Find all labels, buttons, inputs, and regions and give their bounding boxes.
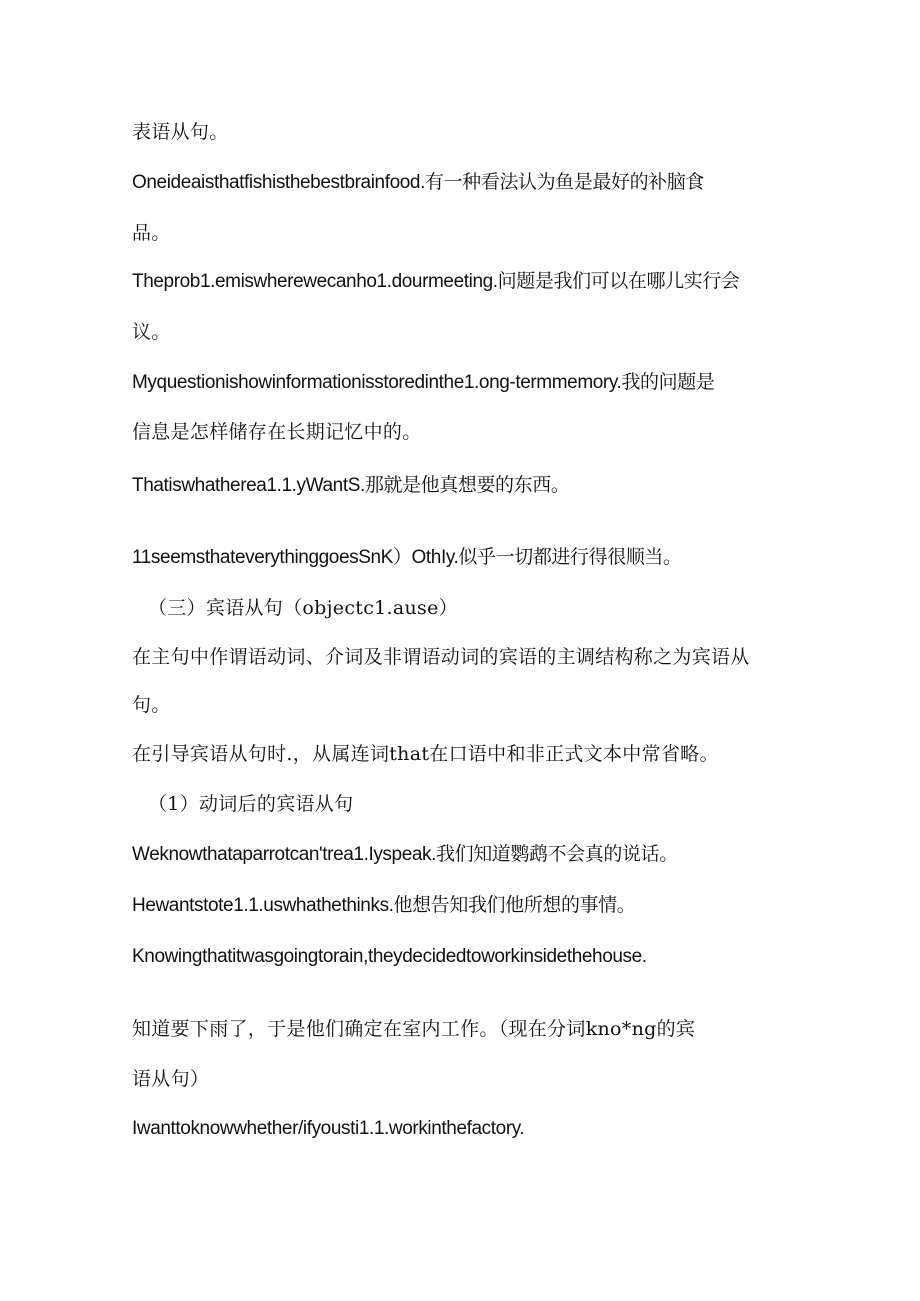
text-line-3: 品。 xyxy=(132,222,171,244)
text-line-6: Myquestionishowinformationisstoredinthe1.ong-termmemory.我的问题是 xyxy=(132,372,715,393)
text-line-2: Oneideaisthatfishisthebestbrainfood.有一种看法认为鱼是最好的补脑食 xyxy=(132,172,704,193)
subsection-heading-verb-object: （1）动词后的宾语从句 xyxy=(148,793,354,815)
text-line-15: Weknowthataparrotcan'trea1.Iyspeak.我们知道鹦鹉不会真的说话。 xyxy=(132,844,678,865)
text-line-4: Theprob1.emiswherewecanho1.dourmeeting.问题是我们可以在哪儿实行会 xyxy=(132,271,740,292)
text-line-11: 在主句中作谓语动词、介词及非谓语动词的宾语的主调结构称之为宾语从 xyxy=(132,646,750,668)
text-line-8: Thatiswhatherea1.1.yWantS.那就是他真想要的东西。 xyxy=(132,475,570,496)
text-line-5: 议。 xyxy=(132,321,171,343)
text-line-1: 表语从句。 xyxy=(132,121,229,143)
section-heading-object-clause: （三）宾语从句（objectc1.ause） xyxy=(148,597,458,619)
text-line-17: Knowingthatitwasgoingtorain,theydecidedtoworkinsidethehouse. xyxy=(132,946,647,967)
text-line-18: 知道要下雨了，于是他们确定在室内工作。（现在分词kno*ng的宾 xyxy=(132,1018,696,1040)
text-line-16: Hewantstote1.1.uswhathethinks.他想告知我们他所想的事情。 xyxy=(132,895,636,916)
text-line-7: 信息是怎样储存在长期记忆中的。 xyxy=(132,421,422,443)
text-line-12: 句。 xyxy=(132,694,171,716)
text-line-19: 语从句） xyxy=(132,1068,210,1090)
text-line-20: Iwanttoknowwhether/ifyousti1.1.workinthefactory. xyxy=(132,1118,525,1139)
text-line-13: 在引导宾语从句时.，从属连词that在口语中和非正式文本中常省略。 xyxy=(132,743,719,765)
text-line-9: 11seemsthateverythinggoesSnK）OthIy.似乎一切都进行得很顺当。 xyxy=(132,547,682,568)
